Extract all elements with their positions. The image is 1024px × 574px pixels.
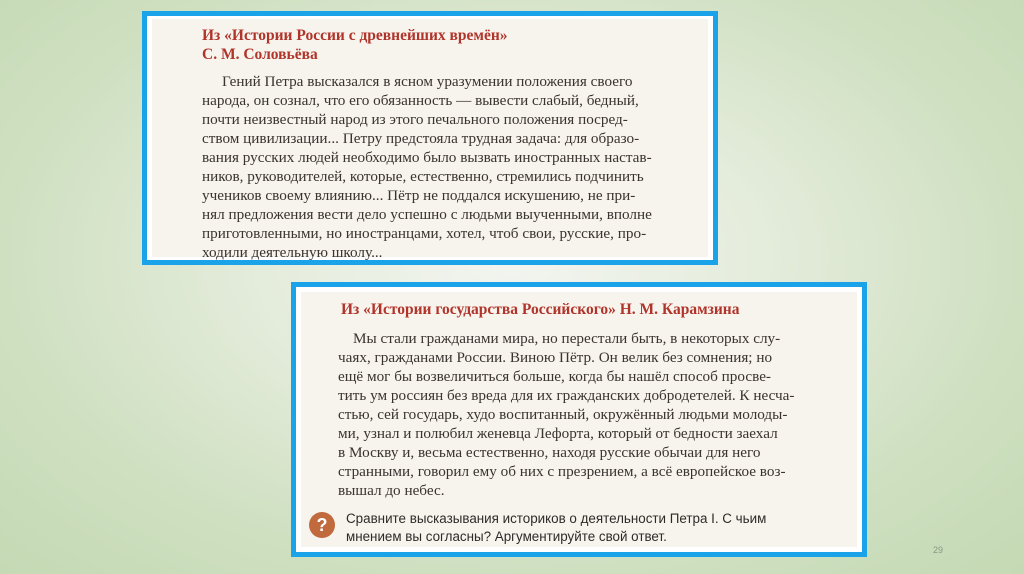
karamzin-text-line: ми, узнал и полюбил женевца Лефорта, который от бедности заехал	[338, 425, 778, 442]
karamzin-source-title: Из «Истории государства Российского» Н. М. Карамзина	[341, 301, 740, 318]
karamzin-text-line: стью, сей государь, худо воспитанный, окружённый людьми молоды-	[338, 406, 788, 423]
karamzin-quote-panel	[301, 292, 857, 547]
solovyov-text-line: приготовленными, но иностранцами, хотел, чтоб свои, русские, про-	[202, 225, 647, 242]
question-mark-icon: ?	[309, 512, 335, 538]
solovyov-text-line: ников, руководителей, которые, естественно, стремились подчинить	[202, 168, 644, 185]
karamzin-quote-card	[291, 282, 867, 557]
solovyov-source-title-line-1: Из «Истории России с древнейших времён»	[202, 27, 508, 44]
solovyov-quote-card	[142, 11, 718, 265]
question-text-line: мнением вы согласны? Аргументируйте свой ответ.	[346, 529, 667, 544]
solovyov-text-line: нял предложения вести дело успешно с людьми выученными, вполне	[202, 206, 652, 223]
karamzin-text-line: в Москву и, весьма естественно, находя русские обычаи для него	[338, 444, 761, 461]
solovyov-text-line: народа, он сознал, что его обязанность — вывести слабый, бедный,	[202, 92, 639, 109]
solovyov-text-line: почти неизвестный народ из этого печального положения посред-	[202, 111, 628, 128]
karamzin-text-line: тить ум россиян без вреда для их гражданских добродетелей. К несча-	[338, 387, 795, 404]
question-text-line: Сравните высказывания историков о деятельности Петра I. С чьим	[346, 511, 767, 526]
karamzin-text-line: Мы стали гражданами мира, но перестали быть, в некоторых слу-	[353, 330, 781, 347]
karamzin-text-line: чаях, гражданами России. Виною Пётр. Он велик без сомнения; но	[338, 349, 773, 366]
karamzin-text-line: вышал до небес.	[338, 482, 445, 499]
solovyov-text-line: Гений Петра высказался в ясном уразумении положения своего	[222, 73, 633, 90]
karamzin-text-line: странными, говорил ему об них с презрением, а всё европейское воз-	[338, 463, 786, 480]
solovyov-source-title-line-2: С. М. Соловьёва	[202, 46, 318, 63]
slide-number: 29	[933, 545, 944, 555]
solovyov-text-line: ходили деятельную школу...	[202, 244, 383, 261]
solovyov-quote-panel	[152, 19, 708, 261]
solovyov-text-line: учеников своему влиянию... Пётр не поддался искушению, не при-	[202, 187, 636, 204]
karamzin-text-line: ещё мог бы возвеличиться больше, когда бы нашёл способ просве-	[338, 368, 771, 385]
solovyov-text-line: ством цивилизации... Петру предстояла трудная задача: для образо-	[202, 130, 640, 147]
solovyov-text-line: вания русских людей необходимо было вызвать иностранных настав-	[202, 149, 652, 166]
